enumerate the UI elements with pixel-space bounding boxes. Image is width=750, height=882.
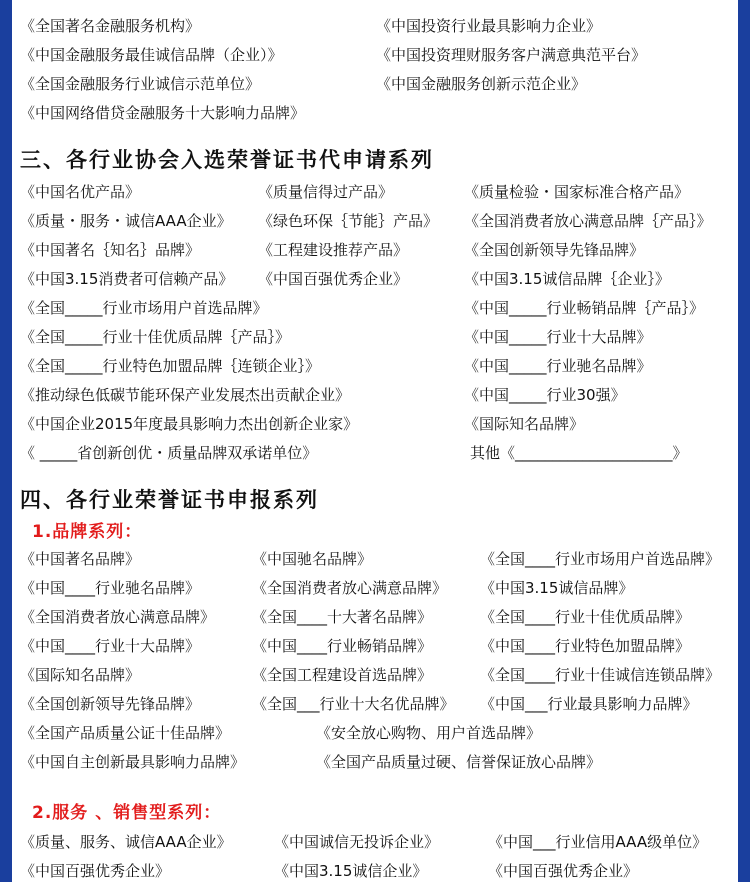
list-row xyxy=(12,41,738,70)
list-item: 《中国_____行业十大品牌》 xyxy=(464,328,652,346)
list-row xyxy=(12,352,738,381)
list-item: 《中国自主创新最具影响力品牌》 xyxy=(20,753,246,771)
list-item: 《中国____行业驰名品牌》 xyxy=(20,579,201,597)
section4-title: 四、各行业荣誉证书申报系列 xyxy=(20,487,319,512)
list-row xyxy=(12,381,738,410)
list-item: 《中国驰名品牌》 xyxy=(252,550,373,568)
list-item: 《中国金融服务创新示范企业》 xyxy=(376,75,587,93)
list-item: 《全国著名金融服务机构》 xyxy=(20,17,201,35)
list-row xyxy=(12,12,738,41)
list-row xyxy=(12,439,738,468)
list-row xyxy=(12,574,738,603)
list-item: 《中国网络借贷金融服务十大影响力品牌》 xyxy=(20,104,306,122)
list-item: 《中国投资行业最具影响力企业》 xyxy=(376,17,602,35)
list-item: 《中国____行业十大品牌》 xyxy=(20,637,201,655)
list-item: 《中国___行业信用AAA级单位》 xyxy=(488,833,708,851)
list-item: 《全国____行业十佳优质品牌》 xyxy=(480,608,691,626)
list-item: 《中国百强优秀企业》 xyxy=(258,270,409,288)
list-row xyxy=(12,70,738,99)
list-item: 《中国投资理财服务客户满意典范平台》 xyxy=(376,46,647,64)
list-item: 《全国产品质量公证十佳品牌》 xyxy=(20,724,231,742)
list-row xyxy=(12,545,738,574)
section3-title: 三、各行业协会入选荣誉证书代申请系列 xyxy=(20,147,434,172)
document-page xyxy=(12,0,738,882)
list-row xyxy=(12,828,738,857)
list-row xyxy=(12,294,738,323)
list-row xyxy=(12,603,738,632)
list-item: 《中国3.15诚信企业》 xyxy=(274,862,428,880)
list-item: 《全国____行业十佳诚信连锁品牌》 xyxy=(480,666,721,684)
list-item: 《国际知名品牌》 xyxy=(464,415,585,433)
list-item: 《中国著名｛知名｝品牌》 xyxy=(20,241,201,259)
list-item: 《全国____行业市场用户首选品牌》 xyxy=(480,550,721,568)
list-item: 《全国创新领导先锋品牌》 xyxy=(464,241,645,259)
list-item: 《全国_____行业十佳优质品牌｛产品｝》 xyxy=(20,328,291,346)
list-item: 《质量信得过产品》 xyxy=(258,183,394,201)
section4-sub2: 2.服务 、销售型系列： xyxy=(32,803,222,823)
list-item: 《中国3.15诚信品牌》 xyxy=(480,579,634,597)
list-row xyxy=(12,207,738,236)
list-row xyxy=(12,323,738,352)
list-item: 《质量、服务、诚信AAA企业》 xyxy=(20,833,232,851)
list-row xyxy=(12,748,738,777)
list-row xyxy=(12,719,738,748)
list-item: 《全国消费者放心满意品牌》 xyxy=(252,579,448,597)
list-item: 《全国金融服务行业诚信示范单位》 xyxy=(20,75,261,93)
list-item: 《中国____行业畅销品牌》 xyxy=(252,637,433,655)
list-row xyxy=(12,236,738,265)
list-item: 《中国名优产品》 xyxy=(20,183,141,201)
list-item: 《全国消费者放心满意品牌》 xyxy=(20,608,216,626)
list-item: 《中国金融服务最佳诚信品牌（企业）》 xyxy=(20,46,283,64)
list-item: 《中国_____行业30强》 xyxy=(464,386,626,404)
list-item: 《质量・服务・诚信AAA企业》 xyxy=(20,212,232,230)
list-item: 《中国3.15诚信品牌｛企业｝》 xyxy=(464,270,670,288)
list-item: 《中国百强优秀企业》 xyxy=(20,862,171,880)
list-item: 《全国____十大著名品牌》 xyxy=(252,608,433,626)
list-item: 《中国3.15消费者可信赖产品》 xyxy=(20,270,234,288)
list-row xyxy=(12,857,738,882)
list-item: 《全国_____行业市场用户首选品牌》 xyxy=(20,299,268,317)
list-item: 《质量检验・国家标准合格产品》 xyxy=(464,183,690,201)
list-row xyxy=(12,265,738,294)
list-item: 《绿色环保｛节能｝产品》 xyxy=(258,212,439,230)
list-row xyxy=(12,632,738,661)
list-item: 《 _____省创新创优・质量品牌双承诺单位》 xyxy=(20,444,318,462)
list-item: 《安全放心购物、用户首选品牌》 xyxy=(316,724,542,742)
list-row xyxy=(12,178,738,207)
list-item: 《全国工程建设首选品牌》 xyxy=(252,666,433,684)
list-item: 《全国产品质量过硬、信誉保证放心品牌》 xyxy=(316,753,602,771)
list-row xyxy=(12,661,738,690)
list-item: 《全国___行业十大名优品牌》 xyxy=(252,695,455,713)
list-item: 其他《_____________________》 xyxy=(470,444,688,462)
list-row xyxy=(12,410,738,439)
list-item: 《中国_____行业畅销品牌｛产品｝》 xyxy=(464,299,705,317)
list-item: 《全国消费者放心满意品牌｛产品｝》 xyxy=(464,212,712,230)
list-item: 《工程建设推荐产品》 xyxy=(258,241,409,259)
list-item: 《推动绿色低碳节能环保产业发展杰出贡献企业》 xyxy=(20,386,351,404)
list-row xyxy=(12,99,738,128)
list-item: 《中国诚信无投诉企业》 xyxy=(274,833,440,851)
list-item: 《中国百强优秀企业》 xyxy=(488,862,639,880)
list-item: 《中国_____行业驰名品牌》 xyxy=(464,357,652,375)
section4-sub1: 1.品牌系列： xyxy=(32,522,143,542)
list-item: 《中国___行业最具影响力品牌》 xyxy=(480,695,698,713)
list-item: 《国际知名品牌》 xyxy=(20,666,141,684)
list-row xyxy=(12,690,738,719)
list-item: 《中国著名品牌》 xyxy=(20,550,141,568)
list-item: 《中国____行业特色加盟品牌》 xyxy=(480,637,691,655)
list-item: 《全国_____行业特色加盟品牌｛连锁企业｝》 xyxy=(20,357,321,375)
list-item: 《全国创新领导先锋品牌》 xyxy=(20,695,201,713)
list-item: 《中国企业2015年度最具影响力杰出创新企业家》 xyxy=(20,415,359,433)
